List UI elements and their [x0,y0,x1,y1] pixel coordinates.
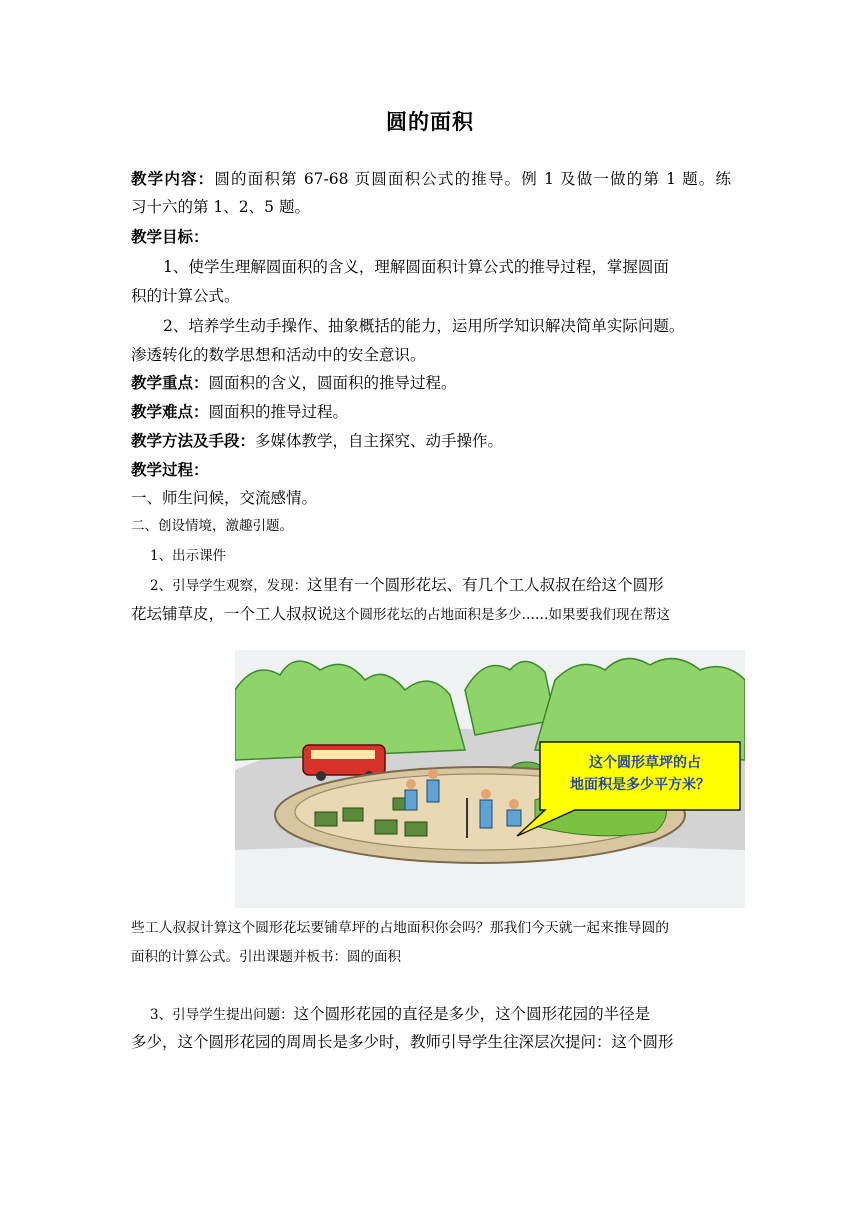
process-sub-2-line-1 [150,575,731,596]
difficulties-label: 教学难点： [131,403,209,421]
process-sub-2-text: 这里有一个圆形花坛、有几个工人叔叔在给这个圆形 [307,576,664,594]
process-sub-3-prefix: 3、引导学生提出问题： [150,1007,294,1023]
process-sub-1: 1、出示课件 [150,548,227,564]
speech-text-line-2: 地面积是多少平方米？ [570,777,710,793]
flowerbed-illustration [235,650,745,908]
page-title: 圆的面积 [386,110,474,134]
process-sub-2-text-2: 花坛铺草皮，一个工人叔叔说 [131,605,333,623]
methods-label: 教学方法及手段： [131,432,256,450]
after-image-line-2: 面积的计算公式。引出课题并板书：圆的面积 [131,949,401,965]
process-sub-2-prefix: 2、引导学生观察，发现： [150,578,308,594]
process-step-1: 一、师生问候，交流感情。 [131,489,318,507]
key-points [131,373,731,393]
process-step-2: 二、创设情境，激趣引题。 [131,518,293,534]
goals-label: 教学目标： [131,228,209,246]
methods-text: 多媒体教学，自主探究、动手操作。 [255,432,504,450]
process-sub-3-line-1 [150,1004,731,1025]
difficulties [131,402,731,422]
process-sub-2-line-2 [131,604,731,625]
content-label: 教学内容： [131,170,215,188]
goal-item-2-line-2: 渗透转化的数学思想和活动中的安全意识。 [131,346,426,364]
difficulties-text: 圆面积的推导过程。 [208,403,349,421]
key-points-label: 教学重点： [131,374,209,392]
process-sub-3-text: 这个圆形花园的直径是多少，这个圆形花园的半径是 [293,1005,651,1023]
goal-item-2-line-1: 2、培养学生动手操作、抽象概括的能力，运用所学知识解决简单实际问题。 [163,317,685,335]
methods [131,431,731,451]
process-label: 教学过程： [131,461,209,479]
goal-item-1-line-1: 1、使学生理解圆面积的含义，理解圆面积计算公式的推导过程，掌握圆面 [163,258,669,276]
goal-item-1-line-2: 积的计算公式。 [131,287,240,305]
after-image-line-1: 些工人叔叔计算这个圆形花坛要铺草坪的占地面积你会吗？那我们今天就一起来推导圆的 [131,920,670,936]
content-text: 圆的面积第 67-68 页圆面积公式的推导。例 1 及做一做的第 1 题。练 [214,170,731,188]
speech-text-line-1: 这个圆形草坪的占 [589,755,701,771]
key-points-text: 圆面积的含义，圆面积的推导过程。 [208,374,457,392]
process-sub-2-text-3: 这个圆形花坛的占地面积是多少……如果要我们现在帮这 [332,607,671,623]
content-line-1 [131,169,731,189]
process-sub-3-line-2: 多少，这个圆形花园的周周长是多少时，教师引导学生往深层次提问：这个圆形 [131,1033,674,1051]
content-line-2: 习十六的第 1、2、5 题。 [131,198,310,216]
flowerbed-picture [235,650,745,908]
